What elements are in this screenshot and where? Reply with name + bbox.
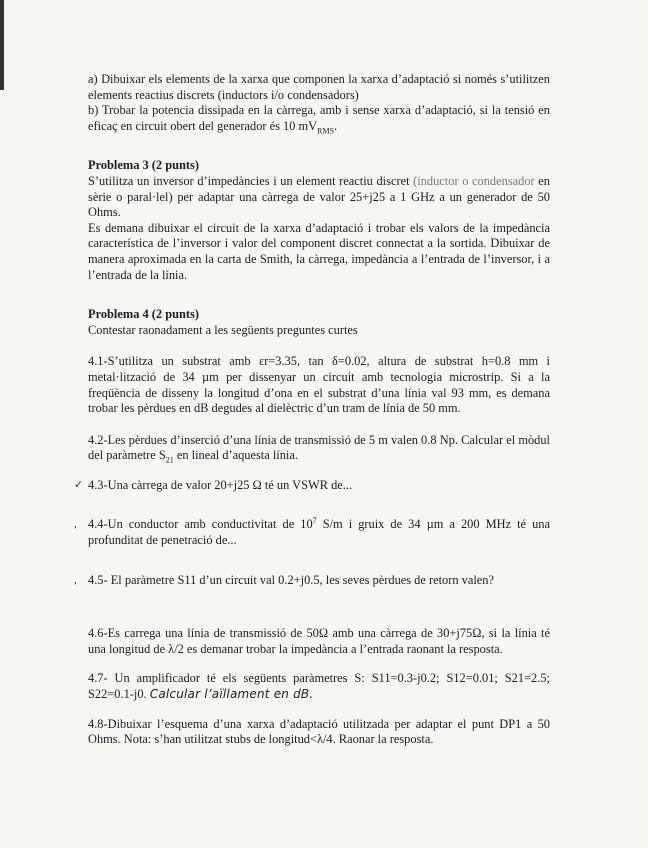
item-b: b) Trobar la potencia dissipada en la càrrega, amb i sense xarxa d’adaptació, si la tensió en eficaç en circuit obert del generador és 10 $mV_{RMS}$. <box>88 103 550 136</box>
problem3-para1: S’utilitza un inversor d’impedàncies i un element reactiu discret (inductor o condensador en sèrie o paral·lel) per adaptar una càrrega de valor 25+j25 a 1 GHz a un generador de 50 Ohms. <box>88 173 550 220</box>
scan-edge <box>0 0 4 90</box>
check-mark: ✓ <box>74 478 84 491</box>
question-4-8: 4.8-Dibuixar l’esquema d’una xarxa d’adaptació utilitzada per adaptar el punt DP1 a 50 Ohms. Nota: s’han utilitzat stubs de longitud<λ/4. Raonar la resposta. <box>88 716 550 747</box>
question-4-4: 4.4-Un conductor amb conductivitat de $10^7$ S/m i gruix de 34 µm a 200 MHz té una profunditat de penetració de... <box>88 516 550 548</box>
item-a: a) Dibuixar els elements de la xarxa que componen la xarxa d’adaptació si només s’utilitzen elements reactius discrets (inductors i/o condensadors) <box>88 72 550 102</box>
question-4-7: 4.7- Un amplificador té els següents paràmetres S: S11=0.3-j0.2; S12=0.01; S21=2.5; S22=0.1-j0. Calcular l’aïllament en dB. <box>88 671 550 702</box>
problem4-title: Problema 4 (2 punts) <box>88 307 199 322</box>
pen-mark: , <box>74 518 77 531</box>
question-4-6: 4.6-Es carrega una línia de transmissió de 50Ω amb una càrrega de 30+j75Ω, si la línia té una longitud de λ/2 es demanar trobar la impedància a l’entrada raonant la resposta. <box>88 626 550 656</box>
problem4-intro: Contestar raonadament a les següents preguntes curtes <box>88 322 358 337</box>
exam-page <box>74 72 550 748</box>
problem3-title: Problema 3 (2 punts) <box>88 158 199 173</box>
question-4-5: 4.5- El paràmetre S11 d’un circuit val 0.2+j0.5, les seves pèrdues de retorn valen? <box>88 572 494 587</box>
handwritten-note: Calcular l’aïllament en dB. <box>149 687 314 702</box>
problem3-para2: Es demana dibuixar el circuit de la xarxa d’adaptació i trobar els valors de la impedància característica de l’inversor i valor del component discret connectat a la sortida. Dibuixar de manera aproximada en la carta de Smith, la càrrega, impedància a l’entrada de l’inversor, i a l’entrada de la línia. <box>88 220 550 282</box>
question-4-1: 4.1-S’utilitza un substrat amb εr=3.35, tan δ=0.02, altura de substrat h=0.8 mm i metal·lització de 34 µm per dissenyar un circuit amb tecnologia microstrip. Si a la freqüència de disseny la longitud d’ona en el substrat d’una línia val 93 mm, es demana trobar les pèrdues en dB degudes al dielèctric d’un tram de línia de 50 mm. <box>88 354 550 416</box>
pen-mark: , <box>74 573 77 586</box>
question-4-2: 4.2-Les pèrdues d’inserció d’una línia de transmissió de 5 m valen 0.8 Np. Calcular el mòdul del paràmetre $S_{21}$ en lineal d’aquesta línia. <box>88 432 550 465</box>
question-4-3: 4.3-Una càrrega de valor 20+j25 Ω té un VSWR de... <box>88 477 353 492</box>
